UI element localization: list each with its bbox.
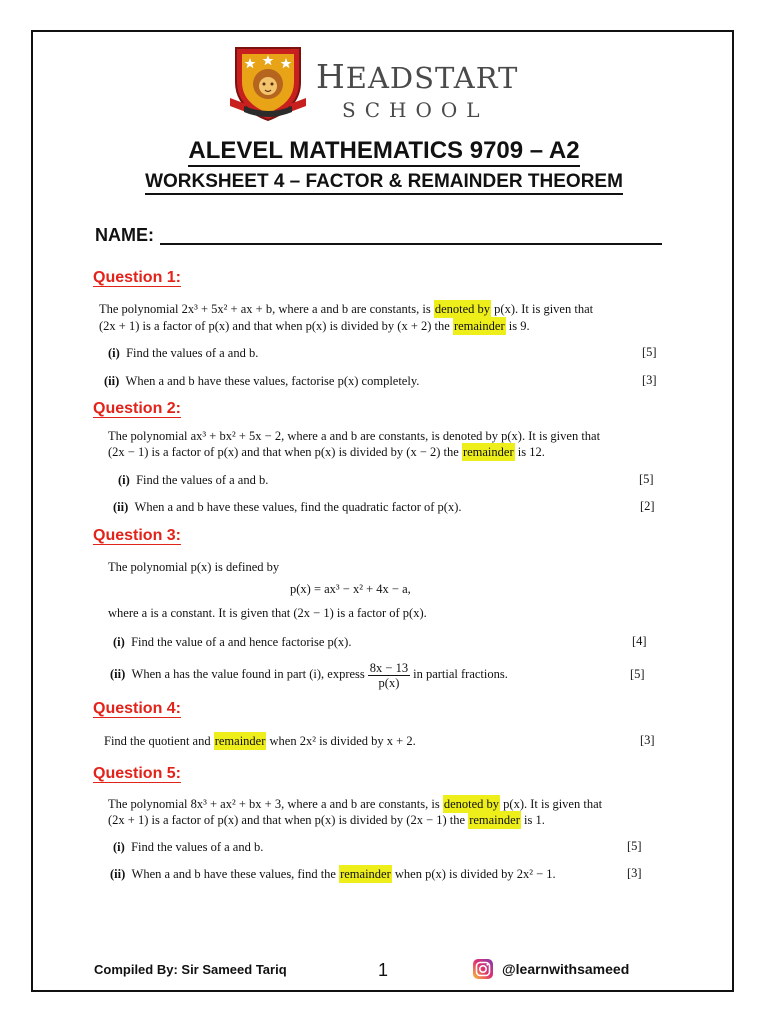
instagram-icon xyxy=(472,958,494,980)
q2-part-ii-label: (ii) xyxy=(113,500,129,514)
question-4-marks: [3] xyxy=(640,733,655,747)
q3-part-i-text: Find the value of a and hence factorise p(x). xyxy=(131,635,352,649)
q5-highlight-remainder-2: remainder xyxy=(340,867,391,881)
question-5-part-ii-marks: [3] xyxy=(627,866,642,880)
school-name-initial: H xyxy=(316,57,346,96)
q1-part-ii-label: (ii) xyxy=(104,374,120,388)
question-2-part-ii-marks: [2] xyxy=(640,499,655,513)
question-2-part-ii xyxy=(113,499,461,515)
q1-stem2-b: is 9. xyxy=(505,319,530,333)
question-1-part-i xyxy=(108,345,258,361)
school-name xyxy=(316,57,519,96)
q5-stem1-b: p(x). It is given that xyxy=(500,797,603,811)
question-1-part-i-marks: [5] xyxy=(642,345,657,359)
question-1-heading-text: Question 1: xyxy=(93,269,182,286)
question-3-part-ii-marks: [5] xyxy=(630,667,645,681)
q1-stem1-b: p(x). It is given that xyxy=(491,302,594,316)
worksheet-subtitle-text: WORKSHEET 4 – FACTOR & REMAINDER THEOREM xyxy=(145,171,623,195)
question-4-heading-text: Question 4: xyxy=(93,700,182,717)
question-3-stem-line2: where a is a constant. It is given that (2x − 1) is a factor of p(x). xyxy=(108,606,427,620)
q1-highlight-denoted: denoted by xyxy=(434,302,491,316)
worksheet-title-text: ALEVEL MATHEMATICS 9709 – A2 xyxy=(188,137,579,167)
q2-stem2-b: is 12. xyxy=(514,445,545,459)
q1-stem2-a: (2x + 1) is a factor of p(x) and that when p(x) is divided by (x + 2) the xyxy=(99,319,453,333)
q3-part-ii-text-a: When a has the value found in part (i), express xyxy=(131,667,365,681)
q1-part-i-label: (i) xyxy=(108,346,120,360)
worksheet-subtitle xyxy=(0,171,768,193)
q1-part-ii-text: When a and b have these values, factorise p(x) completely. xyxy=(125,374,420,388)
question-1-stem-line1 xyxy=(99,301,593,317)
q3-fraction-numerator: 8x − 13 xyxy=(369,660,409,675)
school-name-rest: EADSTART xyxy=(345,61,519,95)
question-1-stem-line2 xyxy=(99,318,530,334)
q5-stem1-a: The polynomial 8x³ + ax² + bx + 3, where a and b are constants, is xyxy=(108,797,443,811)
question-1-heading xyxy=(93,269,181,287)
school-logo xyxy=(228,42,538,124)
question-5-heading-text: Question 5: xyxy=(93,765,182,782)
school-sub: SCHOOL xyxy=(342,98,489,122)
question-3-heading xyxy=(93,527,181,545)
q2-part-ii-text: When a and b have these values, find the quadratic factor of p(x). xyxy=(134,500,462,514)
q5-highlight-remainder: remainder xyxy=(469,813,520,827)
school-crest-icon xyxy=(228,42,308,124)
q5-part-ii-text-a: When a and b have these values, find the xyxy=(131,867,340,881)
question-1-part-ii xyxy=(104,373,419,389)
question-2-part-i xyxy=(118,472,268,488)
question-2-stem-line1: The polynomial ax³ + bx² + 5x − 2, where a and b are constants, is denoted by p(x). It is given that xyxy=(108,429,601,443)
q3-part-ii-text-b: in partial fractions. xyxy=(413,667,508,681)
question-4-heading xyxy=(93,700,181,718)
question-5-stem-line1 xyxy=(108,796,602,812)
q1-stem1-a: The polynomial 2x³ + 5x² + ax + b, where a and b are constants, is xyxy=(99,302,434,316)
question-2-heading-text: Question 2: xyxy=(93,400,182,417)
q1-part-i-text: Find the values of a and b. xyxy=(126,346,259,360)
q4-highlight-remainder: remainder xyxy=(214,734,266,748)
q2-stem2-a: (2x − 1) is a factor of p(x) and that when p(x) is divided by (x − 2) the xyxy=(108,445,462,459)
q5-part-i-text: Find the values of a and b. xyxy=(131,840,264,854)
q1-highlight-remainder: remainder xyxy=(453,319,505,333)
name-field-line[interactable] xyxy=(160,243,662,245)
q5-stem2-b: is 1. xyxy=(520,813,545,827)
q4-stem-b: when 2x² is divided by x + 2. xyxy=(266,734,416,748)
q5-part-ii-text-b: when p(x) is divided by 2x² − 1. xyxy=(391,867,556,881)
question-4-stem xyxy=(104,733,416,749)
question-3-part-i xyxy=(113,634,351,650)
name-label: NAME: xyxy=(95,225,154,245)
question-3-formula: p(x) = ax³ − x² + 4x − a, xyxy=(290,582,411,596)
question-3-part-ii xyxy=(110,659,508,690)
question-5-part-i-marks: [5] xyxy=(627,839,642,853)
question-5-part-i xyxy=(113,839,263,855)
q5-stem2-a: (2x + 1) is a factor of p(x) and that when p(x) is divided by (2x − 1) the xyxy=(108,813,469,827)
q3-part-ii-label: (ii) xyxy=(110,667,126,681)
page-number: 1 xyxy=(378,960,389,980)
compiled-by: Compiled By: Sir Sameed Tariq xyxy=(94,962,287,977)
q5-highlight-denoted: denoted by xyxy=(443,797,500,811)
q4-stem-a: Find the quotient and xyxy=(104,734,214,748)
q3-part-i-label: (i) xyxy=(113,635,125,649)
question-3-part-i-marks: [4] xyxy=(632,634,647,648)
question-3-heading-text: Question 3: xyxy=(93,527,182,544)
question-3-stem-line1: The polynomial p(x) is defined by xyxy=(108,560,280,574)
question-5-part-ii xyxy=(110,866,556,882)
q2-part-i-text: Find the values of a and b. xyxy=(136,473,269,487)
q3-fraction-denominator: p(x) xyxy=(378,675,400,690)
q3-fraction xyxy=(368,661,410,690)
q5-part-i-label: (i) xyxy=(113,840,125,854)
question-2-stem-line2 xyxy=(108,444,545,460)
worksheet-title xyxy=(0,137,768,165)
q2-part-i-label: (i) xyxy=(118,473,130,487)
question-5-stem-line2 xyxy=(108,812,545,828)
question-5-heading xyxy=(93,765,181,783)
question-2-part-i-marks: [5] xyxy=(639,472,654,486)
question-2-heading xyxy=(93,400,181,418)
q2-highlight-remainder: remainder xyxy=(462,445,514,459)
q5-part-ii-label: (ii) xyxy=(110,867,126,881)
question-1-part-ii-marks: [3] xyxy=(642,373,657,387)
instagram-handle[interactable]: @learnwithsameed xyxy=(502,961,630,977)
